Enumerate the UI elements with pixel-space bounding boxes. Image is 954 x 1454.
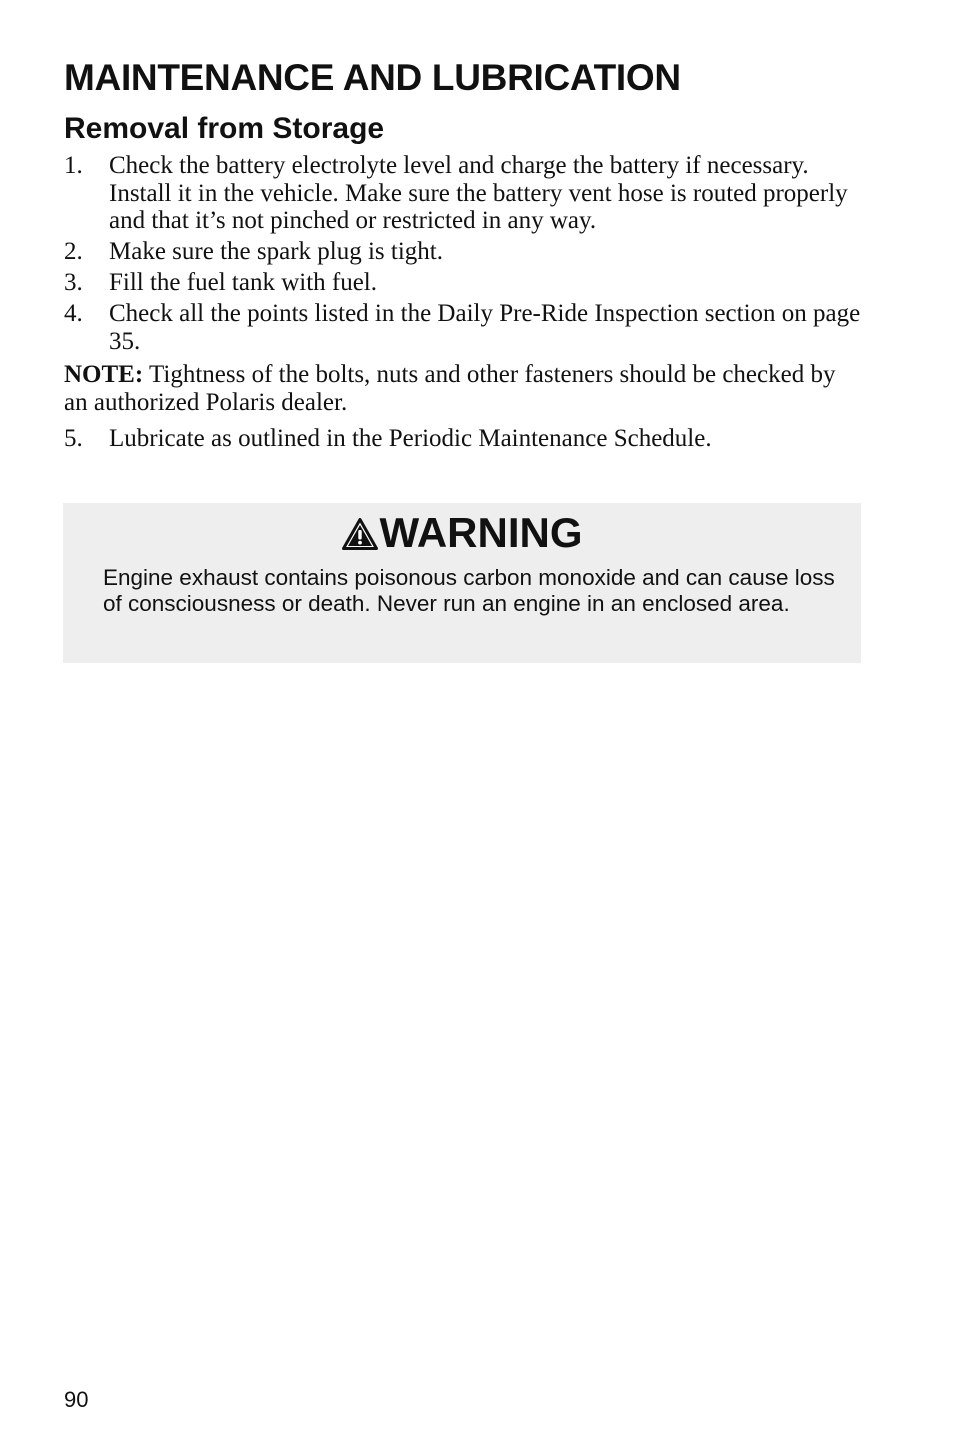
step-text: Fill the fuel tank with fuel. [109, 269, 378, 296]
note-text: Tightness of the bolts, nuts and other fasteners should be checked by an authorized Polaris dealer. [64, 361, 836, 416]
warning-triangle-icon [342, 518, 378, 550]
list-item [64, 269, 864, 297]
step-text: Lubricate as outlined in the Periodic Maintenance Schedule. [109, 425, 712, 452]
step-number: 3. [64, 269, 83, 296]
list-item [64, 300, 864, 355]
procedure-list-continued [64, 425, 864, 456]
note-label: NOTE: [64, 361, 144, 388]
step-text: Check the battery electrolyte level and charge the battery if necessary. Install it in the vehicle. Make sure the battery vent hose is routed properly and that it’s not pinched or restricted in any way. [109, 152, 848, 234]
list-item [64, 425, 864, 453]
step-text: Check all the points listed in the Daily Pre-Ride Inspection section on page 35. [109, 300, 861, 355]
warning-box [63, 503, 861, 663]
procedure-list [64, 152, 864, 359]
step-text: Make sure the spark plug is tight. [109, 238, 443, 265]
step-number: 1. [64, 152, 83, 179]
page-number: 90 [64, 1387, 89, 1412]
step-number: 2. [64, 238, 83, 265]
step-number: 5. [64, 425, 83, 452]
page-title: MAINTENANCE AND LUBRICATION [64, 57, 681, 98]
list-item [64, 238, 864, 266]
warning-text: Engine exhaust contains poisonous carbon monoxide and can cause loss of consciousness or death. Never run an engine in an enclosed area. [103, 565, 835, 616]
list-item [64, 152, 864, 235]
warning-title: WARNING [379, 509, 583, 556]
section-title: Removal from Storage [64, 112, 385, 145]
step-number: 4. [64, 300, 83, 327]
warning-heading [63, 508, 861, 558]
note-paragraph [64, 361, 864, 417]
